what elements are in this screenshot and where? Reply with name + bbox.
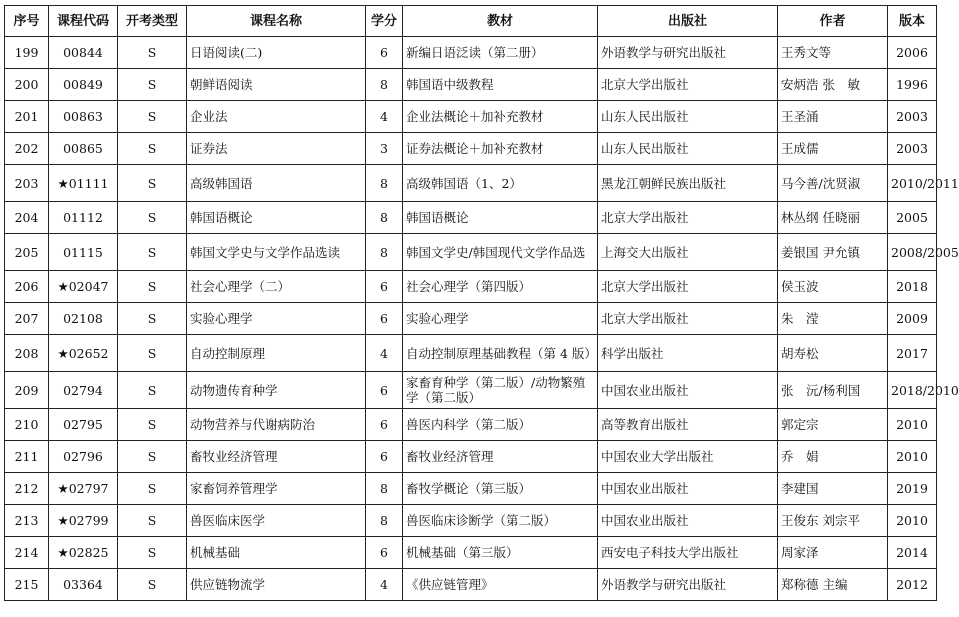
course-name-cell: 动物营养与代谢病防治	[187, 409, 366, 441]
credits-cell: 8	[366, 505, 403, 537]
row-index-cell: 213	[5, 505, 49, 537]
credits-cell: 6	[366, 271, 403, 303]
textbook-cell: 企业法概论＋加补充教材	[403, 101, 598, 133]
exam-type-cell: S	[118, 441, 187, 473]
publisher-cell: 北京大学出版社	[598, 69, 778, 101]
course-name-cell: 实验心理学	[187, 303, 366, 335]
row-index-cell: 207	[5, 303, 49, 335]
row-index-cell: 201	[5, 101, 49, 133]
course-name-cell: 社会心理学（二）	[187, 271, 366, 303]
course-code-cell	[49, 165, 118, 202]
header-edition: 版本	[888, 6, 937, 37]
credits-cell: 6	[366, 537, 403, 569]
textbook-cell: 韩国语中级教程	[403, 69, 598, 101]
exam-type-cell: S	[118, 234, 187, 271]
exam-type-cell: S	[118, 505, 187, 537]
publisher-cell: 外语教学与研究出版社	[598, 37, 778, 69]
textbook-cell: 实验心理学	[403, 303, 598, 335]
author-cell: 王俊东 刘宗平	[778, 505, 888, 537]
exam-type-cell: S	[118, 165, 187, 202]
exam-type-cell: S	[118, 409, 187, 441]
edition-cell: 2010/2011	[888, 165, 937, 202]
textbook-cell: 机械基础（第三版）	[403, 537, 598, 569]
edition-cell: 2010	[888, 409, 937, 441]
table-row	[5, 165, 937, 202]
textbook-cell: 畜牧学概论（第三版）	[403, 473, 598, 505]
course-code-cell	[49, 101, 118, 133]
credits-cell: 8	[366, 202, 403, 234]
course-name-cell: 畜牧业经济管理	[187, 441, 366, 473]
edition-cell: 2012	[888, 569, 937, 601]
course-code-cell	[49, 335, 118, 372]
table-row	[5, 234, 937, 271]
textbook-cell: 韩国文学史/韩国现代文学作品选	[403, 234, 598, 271]
course-textbook-table	[4, 5, 959, 601]
author-cell: 王圣涌	[778, 101, 888, 133]
publisher-cell: 西安电子科技大学出版社	[598, 537, 778, 569]
textbook-cell: 证券法概论＋加补充教材	[403, 133, 598, 165]
credits-cell: 3	[366, 133, 403, 165]
header-exam-type: 开考类型	[118, 6, 187, 37]
edition-cell: 2005	[888, 202, 937, 234]
author-cell: 马今善/沈贤淑	[778, 165, 888, 202]
table-row	[5, 202, 937, 234]
textbook-cell: 兽医内科学（第二版）	[403, 409, 598, 441]
course-code: 02047	[68, 279, 109, 294]
course-name-cell: 供应链物流学	[187, 569, 366, 601]
course-code: 02825	[68, 545, 109, 560]
row-index-cell: 202	[5, 133, 49, 165]
table-row	[5, 133, 937, 165]
exam-type-cell: S	[118, 101, 187, 133]
course-code: 01115	[63, 244, 103, 260]
row-index-cell: 200	[5, 69, 49, 101]
table-row	[5, 37, 937, 69]
course-code: 02796	[63, 449, 103, 464]
course-code: 00844	[63, 45, 103, 60]
row-index-cell: 204	[5, 202, 49, 234]
row-index-cell: 210	[5, 409, 49, 441]
star-marker: ★	[57, 513, 69, 528]
table-row	[5, 441, 937, 473]
author-cell: 张 沅/杨利国	[778, 372, 888, 409]
course-code-cell	[49, 69, 118, 101]
header-course-name: 课程名称	[187, 6, 366, 37]
table-row	[5, 473, 937, 505]
publisher-cell: 黑龙江朝鲜民族出版社	[598, 165, 778, 202]
table-row	[5, 271, 937, 303]
credits-cell: 4	[366, 569, 403, 601]
credits-cell: 4	[366, 335, 403, 372]
course-name-cell: 韩国文学史与文学作品选读	[187, 234, 366, 271]
edition-cell: 2010	[888, 505, 937, 537]
header-credits: 学分	[366, 6, 403, 37]
course-name-cell: 企业法	[187, 101, 366, 133]
row-index-cell: 203	[5, 165, 49, 202]
publisher-cell: 中国农业出版社	[598, 505, 778, 537]
table-row	[5, 505, 937, 537]
course-code-cell	[49, 234, 118, 271]
header-textbook: 教材	[403, 6, 598, 37]
course-name-cell: 机械基础	[187, 537, 366, 569]
edition-cell: 2008/2005	[888, 234, 937, 271]
credits-cell: 8	[366, 165, 403, 202]
course-code-cell	[49, 409, 118, 441]
row-index-cell: 215	[5, 569, 49, 601]
publisher-cell: 中国农业出版社	[598, 372, 778, 409]
course-name-cell: 家畜饲养管理学	[187, 473, 366, 505]
star-marker: ★	[57, 545, 69, 560]
star-marker: ★	[57, 175, 69, 191]
course-code-cell	[49, 37, 118, 69]
row-index-cell: 211	[5, 441, 49, 473]
table-row	[5, 372, 937, 409]
course-code: 02797	[68, 481, 109, 496]
course-code-cell	[49, 473, 118, 505]
edition-cell: 2006	[888, 37, 937, 69]
exam-type-cell: S	[118, 473, 187, 505]
row-index-cell: 205	[5, 234, 49, 271]
course-code-cell	[49, 441, 118, 473]
author-cell: 胡寿松	[778, 335, 888, 372]
course-code-cell	[49, 133, 118, 165]
author-cell: 林丛纲 任晓丽	[778, 202, 888, 234]
textbook-cell: 兽医临床诊断学（第二版）	[403, 505, 598, 537]
exam-type-cell: S	[118, 202, 187, 234]
course-name-cell: 日语阅读(二)	[187, 37, 366, 69]
author-cell: 朱 滢	[778, 303, 888, 335]
course-code: 02795	[63, 417, 103, 432]
row-index-cell: 199	[5, 37, 49, 69]
textbook-cell: 自动控制原理基础教程（第 4 版）	[403, 335, 598, 372]
credits-cell: 4	[366, 101, 403, 133]
course-name-cell: 自动控制原理	[187, 335, 366, 372]
author-cell: 郭定宗	[778, 409, 888, 441]
author-cell: 周家泽	[778, 537, 888, 569]
author-cell: 郑称德 主编	[778, 569, 888, 601]
table-row	[5, 69, 937, 101]
course-code-cell	[49, 569, 118, 601]
course-name-cell: 动物遗传育种学	[187, 372, 366, 409]
course-code: 00863	[63, 109, 103, 124]
row-index-cell: 206	[5, 271, 49, 303]
star-marker: ★	[57, 345, 69, 361]
credits-cell: 6	[366, 303, 403, 335]
course-code: 00849	[63, 77, 103, 92]
author-cell: 侯玉波	[778, 271, 888, 303]
publisher-cell: 北京大学出版社	[598, 271, 778, 303]
publisher-cell: 外语教学与研究出版社	[598, 569, 778, 601]
edition-cell: 2003	[888, 133, 937, 165]
exam-type-cell: S	[118, 335, 187, 372]
course-code-cell	[49, 537, 118, 569]
table-row	[5, 409, 937, 441]
credits-cell: 6	[366, 409, 403, 441]
credits-cell: 6	[366, 441, 403, 473]
row-index-cell: 214	[5, 537, 49, 569]
header-publisher: 出版社	[598, 6, 778, 37]
publisher-cell: 北京大学出版社	[598, 303, 778, 335]
credits-cell: 6	[366, 37, 403, 69]
credits-cell: 8	[366, 234, 403, 271]
publisher-cell: 中国农业大学出版社	[598, 441, 778, 473]
author-cell: 乔 娟	[778, 441, 888, 473]
header-index: 序号	[5, 6, 49, 37]
edition-cell: 2019	[888, 473, 937, 505]
course-code: 02652	[68, 345, 109, 361]
star-marker: ★	[57, 481, 69, 496]
course-code-cell	[49, 202, 118, 234]
publisher-cell: 科学出版社	[598, 335, 778, 372]
course-name-cell: 韩国语概论	[187, 202, 366, 234]
edition-cell: 2018/2010	[888, 372, 937, 409]
edition-cell: 2014	[888, 537, 937, 569]
star-marker: ★	[57, 279, 69, 294]
exam-type-cell: S	[118, 133, 187, 165]
author-cell: 安炳浩 张 敏	[778, 69, 888, 101]
exam-type-cell: S	[118, 303, 187, 335]
row-index-cell: 212	[5, 473, 49, 505]
edition-cell: 2018	[888, 271, 937, 303]
textbook-cell: 畜牧业经济管理	[403, 441, 598, 473]
edition-cell: 2017	[888, 335, 937, 372]
table-row	[5, 335, 937, 372]
exam-type-cell: S	[118, 372, 187, 409]
course-code: 01112	[63, 210, 103, 225]
header-author: 作者	[778, 6, 888, 37]
edition-cell: 2009	[888, 303, 937, 335]
header-row	[5, 6, 937, 37]
course-code-cell	[49, 372, 118, 409]
credits-cell: 8	[366, 69, 403, 101]
publisher-cell: 中国农业出版社	[598, 473, 778, 505]
publisher-cell: 上海交大出版社	[598, 234, 778, 271]
course-code-cell	[49, 271, 118, 303]
course-code: 02108	[63, 311, 103, 326]
textbook-cell: 韩国语概论	[403, 202, 598, 234]
course-code: 00865	[63, 141, 103, 156]
row-index-cell: 209	[5, 372, 49, 409]
course-code: 02799	[68, 513, 109, 528]
course-code: 02794	[63, 382, 103, 398]
table-row	[5, 303, 937, 335]
course-code-cell	[49, 303, 118, 335]
table-row	[5, 569, 937, 601]
exam-type-cell: S	[118, 569, 187, 601]
textbook-cell: 社会心理学（第四版）	[403, 271, 598, 303]
edition-cell: 2010	[888, 441, 937, 473]
course-name-cell: 朝鲜语阅读	[187, 69, 366, 101]
author-cell: 姜银国 尹允镇	[778, 234, 888, 271]
author-cell: 王秀文等	[778, 37, 888, 69]
exam-type-cell: S	[118, 537, 187, 569]
course-code: 03364	[63, 577, 103, 592]
publisher-cell: 高等教育出版社	[598, 409, 778, 441]
exam-type-cell: S	[118, 69, 187, 101]
credits-cell: 6	[366, 372, 403, 409]
textbook-cell: 高级韩国语（1、2）	[403, 165, 598, 202]
textbook-cell: 新编日语泛读（第二册）	[403, 37, 598, 69]
author-cell: 李建国	[778, 473, 888, 505]
edition-cell: 1996	[888, 69, 937, 101]
publisher-cell: 山东人民出版社	[598, 133, 778, 165]
course-name-cell: 高级韩国语	[187, 165, 366, 202]
course-code-cell	[49, 505, 118, 537]
edition-cell: 2003	[888, 101, 937, 133]
table-row	[5, 101, 937, 133]
course-name-cell: 兽医临床医学	[187, 505, 366, 537]
table-row	[5, 537, 937, 569]
credits-cell: 8	[366, 473, 403, 505]
course-name-cell: 证券法	[187, 133, 366, 165]
publisher-cell: 山东人民出版社	[598, 101, 778, 133]
exam-type-cell: S	[118, 37, 187, 69]
publisher-cell: 北京大学出版社	[598, 202, 778, 234]
exam-type-cell: S	[118, 271, 187, 303]
author-cell: 王成儒	[778, 133, 888, 165]
course-code: 01111	[68, 175, 109, 191]
header-course-code: 课程代码	[49, 6, 118, 37]
row-index-cell: 208	[5, 335, 49, 372]
textbook-cell: 家畜育种学（第二版）/动物繁殖学（第二版）	[403, 372, 598, 409]
textbook-cell: 《供应链管理》	[403, 569, 598, 601]
